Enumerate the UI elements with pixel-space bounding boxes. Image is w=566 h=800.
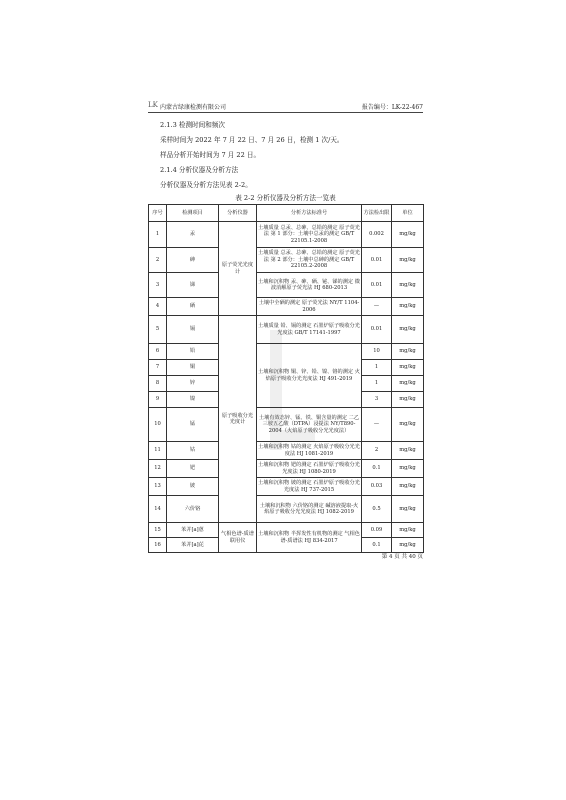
cell-method: 土壤中全硒的测定 原子荧光法 NY/T 1104-2006 bbox=[257, 298, 362, 316]
cell-method: 土壤和沉积物 六价铬的测定 碱溶液提取-火焰原子吸收分光光度法 HJ 1082-2019 bbox=[257, 496, 362, 523]
cell-limit: 1 bbox=[362, 360, 392, 376]
header-instrument: 分析仪器 bbox=[219, 205, 257, 222]
cell-no: 9 bbox=[149, 392, 167, 408]
section-213-title: 2.1.3 检测时间和频次 bbox=[160, 121, 226, 129]
cell-no: 6 bbox=[149, 344, 167, 360]
cell-item: 锰 bbox=[167, 408, 219, 442]
company-name: 内蒙古绿康检测有限公司 bbox=[160, 104, 227, 111]
cell-unit: mg/kg bbox=[392, 376, 424, 392]
cell-no: 11 bbox=[149, 442, 167, 460]
cell-limit: 1 bbox=[362, 376, 392, 392]
table-row bbox=[149, 442, 424, 460]
cell-item: 硒 bbox=[167, 298, 219, 316]
cell-item: 铜 bbox=[167, 360, 219, 376]
cell-unit: mg/kg bbox=[392, 298, 424, 316]
cell-item: 汞 bbox=[167, 222, 219, 248]
cell-item: 镉 bbox=[167, 316, 219, 344]
cell-limit: 0.1 bbox=[362, 460, 392, 478]
cell-no: 2 bbox=[149, 248, 167, 273]
section-214-text: 分析仪器及分析方法见表 2-2。 bbox=[160, 181, 252, 189]
cell-item: 锌 bbox=[167, 376, 219, 392]
cell-unit: mg/kg bbox=[392, 222, 424, 248]
cell-no: 13 bbox=[149, 478, 167, 496]
page-number: 第 4 页 共 40 页 bbox=[381, 554, 423, 560]
cell-unit: mg/kg bbox=[392, 496, 424, 523]
cell-limit: 0.5 bbox=[362, 496, 392, 523]
cell-unit: mg/kg bbox=[392, 392, 424, 408]
cell-limit: 0.1 bbox=[362, 538, 392, 553]
cell-item: 钯 bbox=[167, 460, 219, 478]
header-no: 序号 bbox=[149, 205, 167, 222]
cell-unit: mg/kg bbox=[392, 408, 424, 442]
cell-limit: 10 bbox=[362, 344, 392, 360]
table-row bbox=[149, 344, 424, 360]
header-unit: 单位 bbox=[392, 205, 424, 222]
table-row bbox=[149, 222, 424, 248]
cell-unit: mg/kg bbox=[392, 442, 424, 460]
cell-no: 4 bbox=[149, 298, 167, 316]
cell-unit: mg/kg bbox=[392, 523, 424, 538]
cell-method: 土壤有效态锌、锰、铁、铜含量的测定 二乙三胺五乙酸（DTPA）浸提法 NY/T890-2004（火焰原子吸收分光光度法） bbox=[257, 408, 362, 442]
cell-limit: 0.002 bbox=[362, 222, 392, 248]
cell-item: 六价铬 bbox=[167, 496, 219, 523]
cell-no: 14 bbox=[149, 496, 167, 523]
cell-limit: 0.01 bbox=[362, 248, 392, 273]
cell-limit: 0.09 bbox=[362, 523, 392, 538]
cell-no: 16 bbox=[149, 538, 167, 553]
cell-method: 土壤和沉积物 汞、砷、硒、铋、锑的测定 微波消解原子荧光法 HJ 680-2013 bbox=[257, 273, 362, 298]
cell-instrument: 气相色谱-质谱联用仪 bbox=[219, 523, 257, 553]
cell-unit: mg/kg bbox=[392, 460, 424, 478]
cell-unit: mg/kg bbox=[392, 273, 424, 298]
cell-item: 铍 bbox=[167, 478, 219, 496]
header-limit: 方法检出限 bbox=[362, 205, 392, 222]
cell-item: 苯并[a]蒽 bbox=[167, 523, 219, 538]
table-row bbox=[149, 460, 424, 478]
cell-no: 7 bbox=[149, 360, 167, 376]
section-213-text: 采样时间为 2022 年 7 月 22 日、7 月 26 日，检测 1 次/天。 bbox=[160, 136, 344, 144]
page-header bbox=[148, 100, 423, 113]
cell-unit: mg/kg bbox=[392, 538, 424, 553]
cell-instrument: 原子荧光光度计 bbox=[219, 222, 257, 316]
table-row bbox=[149, 273, 424, 298]
cell-item: 钴 bbox=[167, 442, 219, 460]
cell-method: 土壤质量 总汞、总砷、总铅的测定 原子荧光法 第 1 部分：土壤中总汞的测定 GB/T 22105.1-2008 bbox=[257, 222, 362, 248]
table-row bbox=[149, 496, 424, 523]
cell-limit: 2 bbox=[362, 442, 392, 460]
cell-no: 8 bbox=[149, 376, 167, 392]
cell-limit: — bbox=[362, 298, 392, 316]
cell-method: 土壤和沉积物 铍的测定 石墨炉原子吸收分光光度法 HJ 737-2015 bbox=[257, 478, 362, 496]
header-method: 分析方法标准号 bbox=[257, 205, 362, 222]
cell-unit: mg/kg bbox=[392, 360, 424, 376]
cell-item: 铅 bbox=[167, 344, 219, 360]
cell-method: 土壤和沉积物 钯的测定 石墨炉原子吸收分光光度法 HJ 1080-2019 bbox=[257, 460, 362, 478]
table-row bbox=[149, 298, 424, 316]
cell-item: 镍 bbox=[167, 392, 219, 408]
cell-method: 土壤和沉积物 半挥发性有机物的测定 气相色谱-质谱法 HJ 834-2017 bbox=[257, 523, 362, 553]
cell-limit: — bbox=[362, 408, 392, 442]
cell-item: 锑 bbox=[167, 273, 219, 298]
instrument-method-table bbox=[148, 204, 424, 553]
cell-no: 3 bbox=[149, 273, 167, 298]
cell-method: 土壤质量 铅、镉的测定 石墨炉原子吸收分光光度法 GB/T 17141-1997 bbox=[257, 316, 362, 344]
table-row bbox=[149, 316, 424, 344]
cell-no: 5 bbox=[149, 316, 167, 344]
cell-limit: 0.01 bbox=[362, 273, 392, 298]
table-row bbox=[149, 408, 424, 442]
cell-unit: mg/kg bbox=[392, 248, 424, 273]
cell-item: 苯并[a]芘 bbox=[167, 538, 219, 553]
cell-unit: mg/kg bbox=[392, 344, 424, 360]
header-item: 检测项目 bbox=[167, 205, 219, 222]
cell-instrument: 原子吸收分光光度计 bbox=[219, 316, 257, 523]
cell-no: 1 bbox=[149, 222, 167, 248]
table-row bbox=[149, 523, 424, 538]
cell-no: 10 bbox=[149, 408, 167, 442]
cell-method: 土壤和沉积物 钴的测定 火焰原子吸收分光光度法 HJ 1081-2019 bbox=[257, 442, 362, 460]
cell-no: 15 bbox=[149, 523, 167, 538]
cell-method: 土壤和沉积物 铜、锌、铅、镍、铬的测定 火焰原子吸收分光光度法 HJ 491-2019 bbox=[257, 344, 362, 408]
cell-no: 12 bbox=[149, 460, 167, 478]
cell-limit: 0.03 bbox=[362, 478, 392, 496]
cell-unit: mg/kg bbox=[392, 478, 424, 496]
table-row bbox=[149, 248, 424, 273]
section-213-text2: 样品分析开始时间为 7 月 22 日。 bbox=[160, 151, 261, 159]
company-logo-icon: LK bbox=[148, 101, 158, 109]
cell-item: 砷 bbox=[167, 248, 219, 273]
section-214-title: 2.1.4 分析仪器及分析方法 bbox=[160, 166, 239, 174]
cell-unit: mg/kg bbox=[392, 316, 424, 344]
cell-method: 土壤质量 总汞、总砷、总铅的测定 原子荧光法 第 2 部分：土壤中总砷的测定 GB/T 22105.2-2008 bbox=[257, 248, 362, 273]
report-number: 报告编号：LK-22-467 bbox=[361, 104, 423, 111]
table-row bbox=[149, 478, 424, 496]
table-header-row bbox=[149, 205, 424, 222]
cell-limit: 0.01 bbox=[362, 316, 392, 344]
table-caption: 表 2-2 分析仪器及分析方法一览表 bbox=[235, 194, 336, 202]
cell-limit: 3 bbox=[362, 392, 392, 408]
